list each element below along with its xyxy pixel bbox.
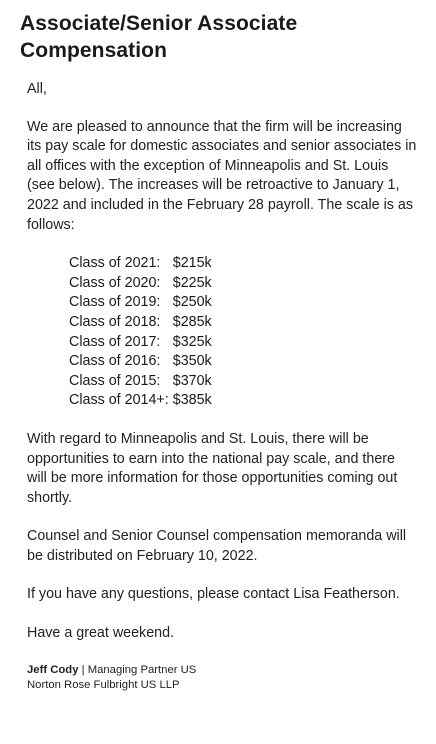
signature-line-1: [27, 663, 418, 678]
salary-amount: $285k: [172, 313, 212, 330]
signature-separator: |: [81, 663, 85, 676]
pay-scale-row: [69, 352, 212, 372]
pay-scale-row: [69, 293, 212, 313]
signature-firm: Norton Rose Fulbright US LLP: [27, 678, 180, 691]
minneapolis-paragraph: With regard to Minneapolis and St. Louis, there will be opportunities to earn into the national pay scale, and there will be more information for those opportunities coming out shortly.: [27, 430, 398, 506]
class-year-label: Class of 2021:: [69, 255, 161, 272]
questions-paragraph: If you have any questions, please contact Lisa Featherson.: [27, 586, 400, 603]
email-greeting: All,: [27, 81, 47, 97]
pay-scale-row: [69, 391, 212, 411]
class-year-label: Class of 2018:: [69, 313, 161, 330]
pay-scale-row: [69, 333, 212, 353]
salary-amount: $385k: [172, 392, 212, 409]
salary-amount: $250k: [172, 294, 212, 311]
pay-scale-table: [69, 254, 212, 411]
salary-amount: $215k: [172, 255, 212, 272]
pay-scale-row: [69, 254, 212, 274]
pay-scale-row: [69, 372, 212, 392]
salary-amount: $225k: [172, 274, 212, 291]
class-year-label: Class of 2019:: [69, 294, 161, 311]
pay-scale-row: [69, 313, 212, 333]
class-year-label: Class of 2020:: [69, 274, 161, 291]
email-body: [20, 80, 418, 235]
class-year-label: Class of 2014+:: [69, 392, 169, 409]
email-subject: Associate/Senior Associate Compensation: [20, 12, 298, 62]
pay-scale-row: [69, 274, 212, 294]
email-body-continued: [20, 430, 418, 644]
announcement-paragraph: We are pleased to announce that the firm will be increasing its pay scale for domestic associates and senior associates in all offices with the exception of Minneapolis and St. Louis (see below). The increases will be retroactive to January 1, 2022 and included in the February 28 payroll. The scale is as follows:: [27, 118, 417, 233]
email-signature: [20, 663, 418, 693]
counsel-paragraph: Counsel and Senior Counsel compensation memoranda will be distributed on February 10, 2022.: [27, 528, 407, 564]
class-year-label: Class of 2015:: [69, 372, 161, 389]
salary-amount: $325k: [172, 333, 212, 350]
salary-amount: $350k: [172, 353, 212, 370]
salary-amount: $370k: [172, 372, 212, 389]
class-year-label: Class of 2017:: [69, 333, 161, 350]
signature-name: Jeff Cody: [27, 663, 79, 676]
class-year-label: Class of 2016:: [69, 353, 161, 370]
signature-title: Managing Partner US: [87, 663, 197, 676]
closing-line: Have a great weekend.: [27, 625, 175, 642]
